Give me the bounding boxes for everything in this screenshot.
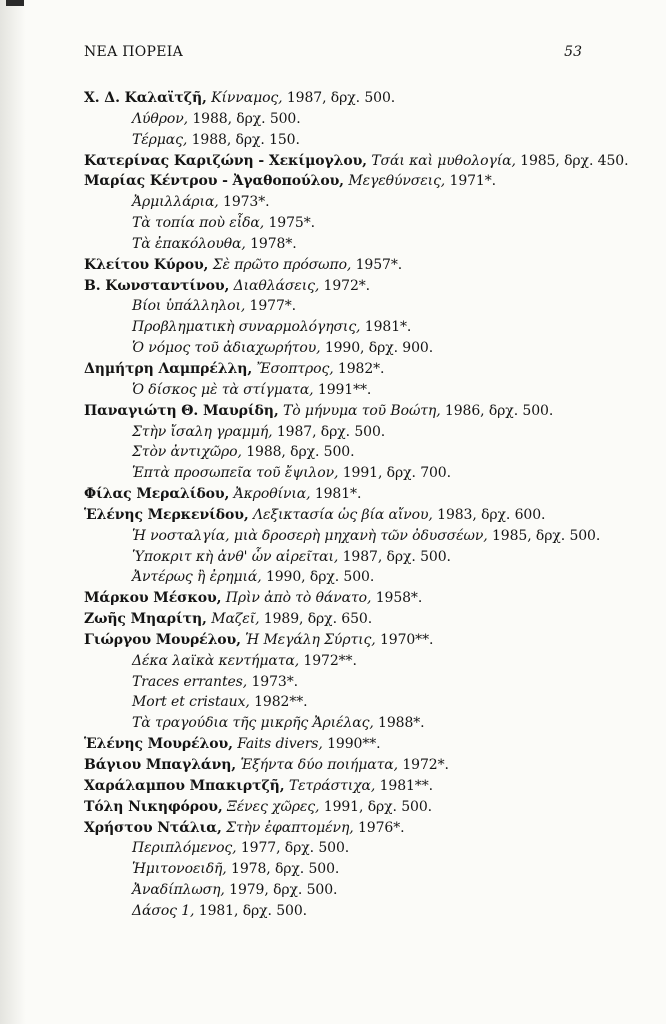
bibliography-entry (84, 838, 654, 859)
entry-details: 1982**. (254, 694, 308, 711)
bibliography-entry (84, 547, 654, 568)
scan-corner-mark (6, 0, 24, 6)
bibliography-entry (84, 505, 654, 526)
bibliography-entry (84, 234, 654, 255)
entry-details: 1981*. (364, 319, 412, 336)
bibliography-entry (84, 567, 654, 588)
bibliography-entry (84, 797, 654, 818)
entry-title: Τὰ τοπία ποὺ εἶδα, (132, 215, 265, 232)
entry-title: Τετράστιχα, (288, 777, 376, 794)
bibliography-entry (84, 672, 654, 693)
bibliography-entry (84, 296, 654, 317)
entry-details: 1976*. (357, 819, 405, 836)
bibliography-entry (84, 818, 654, 839)
entry-title: Ὁ νόμος τοῦ ἀδιαχωρήτου, (132, 340, 321, 357)
bibliography-entry (84, 880, 654, 901)
entry-title: Σὲ πρῶτο πρόσωπο, (212, 256, 352, 273)
entry-details: 1985, δρχ. 500. (491, 527, 601, 544)
entry-author: Μάρκου Μέσκου, (84, 590, 222, 607)
bibliography-entry (84, 776, 654, 797)
entry-title: Ἑπτὰ προσωπεῖα τοῦ ἔψιλον, (132, 465, 339, 482)
entry-details: 1989, δρχ. 650. (263, 611, 373, 628)
entry-title: Ὁ δίσκος μὲ τὰ στίγματα, (132, 381, 314, 398)
entry-author: Β. Κωνσταντίνου, (84, 277, 230, 294)
entry-title: Ἀρμιλλάρια, (132, 194, 219, 211)
bibliography-entry (84, 859, 654, 880)
bibliography-entry (84, 171, 654, 192)
entry-details: 1958*. (375, 590, 423, 607)
entry-title: Ὑποκριτ κὴ ἀνθ' ὧν αἱρεῖται, (132, 548, 339, 565)
entry-author: Γιώργου Μουρέλου, (84, 631, 241, 648)
entry-title: Μεγεθύνσεις, (348, 173, 446, 190)
entry-author: Ἑλένης Μερκενίδου, (84, 506, 249, 523)
entry-details: 1990, δρχ. 900. (324, 340, 434, 357)
entry-title: Τὰ ἐπακόλουθα, (132, 235, 246, 252)
entry-details: 1972*. (402, 757, 449, 773)
entry-details: 1975*. (268, 215, 315, 232)
bibliography-entry (84, 755, 654, 776)
bibliography-entry (84, 88, 654, 109)
entry-author: Παναγιώτη Θ. Μαυρίδη, (84, 402, 279, 419)
entry-details: 1972**. (303, 652, 357, 669)
bibliography-entry (84, 651, 654, 672)
entry-author: Χαράλαμπου Μπακιρτζῆ, (84, 777, 285, 794)
bibliography-list (84, 88, 654, 922)
entry-title: Τὸ μήνυμα τοῦ Βοώτη, (282, 402, 441, 419)
entry-title: Στὴν ἐφαπτομένη, (226, 819, 354, 836)
bibliography-entry (84, 609, 654, 630)
entry-details: 1973*. (223, 194, 270, 211)
entry-title: Στὴν ἴσαλη γραμμή, (132, 423, 273, 440)
entry-author: Κλείτου Κύρου, (84, 256, 209, 273)
entry-title: Faits divers, (237, 736, 323, 753)
entry-details: 1981*. (314, 486, 362, 503)
entry-title: Ἡ Μεγάλη Σύρτις, (245, 631, 376, 648)
bibliography-entry (84, 713, 654, 734)
entry-details: 1987, δρχ. 500. (276, 423, 386, 440)
bibliography-entry (84, 901, 654, 922)
entry-details: 1990, δρχ. 500. (265, 569, 375, 586)
entry-details: 1957*. (355, 256, 403, 273)
bibliography-entry (84, 463, 654, 484)
entry-title: Ἑξήντα δύο ποιήματα, (240, 757, 399, 773)
entry-title: Τσάι καὶ μυθολογία, (371, 152, 516, 169)
entry-title: Δέκα λαϊκὰ κεντήματα, (132, 652, 300, 669)
entry-details: 1990**. (327, 736, 381, 753)
entry-title: Μαζεῖ, (211, 611, 260, 628)
bibliography-entry (84, 692, 654, 713)
entry-details: 1991, δρχ. 700. (342, 465, 451, 482)
entry-author: Φίλας Μεραλίδου, (84, 486, 230, 503)
entry-title: Ἀκροθίνια, (233, 486, 311, 503)
entry-title: Τέρμας, (132, 131, 188, 148)
bibliography-entry (84, 484, 654, 505)
entry-title: Λεξικτασία ὡς βία αἴνου, (252, 506, 433, 523)
entry-author: Δημήτρη Λαμπρέλλη, (84, 360, 253, 377)
entry-details: 1982*. (337, 360, 385, 377)
entry-title: Δάσος 1, (132, 902, 195, 919)
entry-details: 1983, δρχ. 600. (437, 506, 546, 523)
entry-details: 1977*. (249, 298, 297, 315)
entry-title: Ἔσοπτρος, (256, 360, 334, 377)
entry-title: Ξένες χῶρες, (226, 798, 320, 815)
entry-title: Ἡ νοσταλγία, μιὰ δροσερὴ μηχανὴ τῶν ὀδυσσέων, (132, 527, 488, 544)
entry-title: Στὸν ἀντιχῶρο, (132, 444, 242, 461)
bibliography-entry (84, 130, 654, 151)
entry-details: 1991**. (317, 381, 372, 398)
bibliography-entry (84, 359, 654, 380)
entry-details: 1987, δρχ. 500. (286, 90, 396, 106)
entry-title: Traces errantes, (132, 673, 248, 690)
bibliography-entry (84, 588, 654, 609)
entry-details: 1988*. (378, 715, 425, 732)
bibliography-entry (84, 276, 654, 297)
entry-author: Χρήστου Ντάλια, (84, 819, 222, 836)
entry-title: Προβληματικὴ συναρμολόγησις, (132, 319, 361, 336)
entry-details: 1973*. (251, 673, 298, 690)
entry-title: Ἡμιτονοειδῆ, (132, 861, 227, 878)
bibliography-entry (84, 734, 654, 755)
scan-edge-shadow (0, 0, 26, 1024)
entry-title: Περιπλόμενος, (132, 840, 237, 857)
entry-details: 1981**. (379, 777, 433, 794)
entry-details: 1971*. (449, 173, 496, 190)
bibliography-entry (84, 526, 654, 547)
entry-details: 1988, δρχ. 500. (192, 110, 301, 127)
bibliography-entry (84, 380, 654, 401)
entry-details: 1985, δρχ. 450. (520, 152, 629, 169)
bibliography-entry (84, 151, 654, 172)
bibliography-entry (84, 401, 654, 422)
running-head: ΝΕΑ ΠΟΡΕΙΑ (84, 44, 183, 60)
entry-details: 1978*. (250, 235, 297, 252)
entry-details: 1977, δρχ. 500. (240, 840, 350, 857)
entry-author: Ζωῆς Μηαρίτη, (84, 611, 207, 628)
bibliography-entry (84, 422, 654, 443)
entry-title: Βίοι ὑπάλληλοι, (132, 298, 246, 315)
entry-title: Ἀναδίπλωση, (132, 882, 225, 899)
entry-title: Διαθλάσεις, (233, 277, 320, 294)
bibliography-entry (84, 109, 654, 130)
bibliography-entry (84, 213, 654, 234)
entry-title: Λύθρον, (132, 110, 188, 127)
entry-author: Μαρίας Κέντρου - Ἀγαθοπούλου, (84, 173, 344, 190)
entry-author: Βάγιου Μπαγλάνη, (84, 757, 237, 773)
entry-details: 1987, δρχ. 500. (342, 548, 451, 565)
entry-details: 1988, δρχ. 150. (191, 131, 300, 148)
bibliography-entry (84, 338, 654, 359)
page-number: 53 (564, 44, 582, 60)
entry-author: Τόλη Νικηφόρου, (84, 798, 223, 815)
bibliography-entry (84, 630, 654, 651)
entry-author: Ἑλένης Μουρέλου, (84, 736, 233, 753)
entry-title: Ἀντέρως ἢ ἐρημιά, (132, 569, 262, 586)
entry-details: 1972*. (323, 277, 371, 294)
entry-author: Χ. Δ. Καλαϊτζῆ, (84, 90, 207, 106)
entry-details: 1970**. (379, 631, 434, 648)
entry-title: Πρὶν ἀπὸ τὸ θάνατο, (225, 590, 372, 607)
bibliography-entry (84, 255, 654, 276)
entry-title: Κίνναμος, (211, 90, 283, 106)
bibliography-entry (84, 192, 654, 213)
entry-author: Κατερίνας Καριζώνη - Χεκίμογλου, (84, 152, 367, 169)
entry-details: 1991, δρχ. 500. (323, 798, 433, 815)
entry-details: 1978, δρχ. 500. (231, 861, 340, 878)
bibliography-entry (84, 442, 654, 463)
entry-details: 1979, δρχ. 500. (229, 882, 338, 899)
entry-details: 1986, δρχ. 500. (444, 402, 554, 419)
entry-title: Τὰ τραγούδια τῆς μικρῆς Ἀριέλας, (132, 715, 374, 732)
bibliography-entry (84, 317, 654, 338)
entry-title: Mort et cristaux, (132, 694, 250, 711)
page-header (84, 44, 582, 64)
entry-details: 1981, δρχ. 500. (198, 902, 308, 919)
entry-details: 1988, δρχ. 500. (246, 444, 355, 461)
